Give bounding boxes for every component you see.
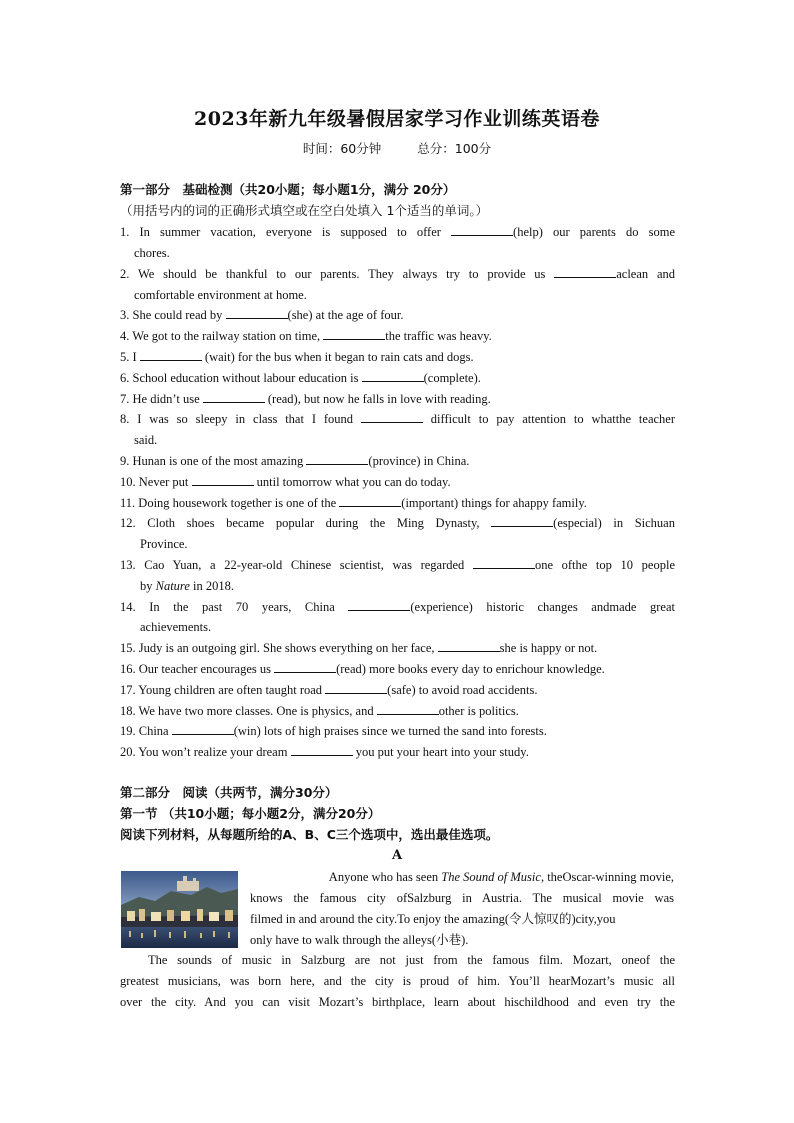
answer-blank-17[interactable] — [325, 681, 387, 694]
answer-blank-14[interactable] — [348, 598, 410, 611]
total-score: 总分：100分 — [417, 141, 492, 156]
answer-blank-1[interactable] — [451, 223, 513, 236]
answer-blank-13[interactable] — [473, 556, 535, 569]
question-12: 12. Cloth shoes became popular during the Ming Dynasty, (especial) in Sichuan — [120, 516, 675, 530]
question-14-cont: achievements. — [140, 620, 212, 634]
answer-blank-2[interactable] — [554, 265, 616, 278]
question-11: 11. Doing housework together is one of the (important) things for ahappy family. — [120, 496, 587, 510]
answer-blank-16[interactable] — [274, 660, 336, 673]
answer-blank-11[interactable] — [339, 494, 401, 507]
question-1: 1. In summer vacation, everyone is supposed to offer (help) our parents do some — [120, 225, 675, 239]
answer-blank-15[interactable] — [438, 639, 500, 652]
question-5: 5. I (wait) for the bus when it began to rain cats and dogs. — [120, 350, 474, 364]
question-2: 2. We should be thankful to our parents. They always try to provide us aclean and — [120, 267, 676, 281]
part1-heading: 第一部分 基础检测（共20小题；每小题1分，满分 20分） — [120, 182, 456, 197]
answer-blank-18[interactable] — [377, 702, 439, 715]
question-10: 10. Never put until tomorrow what you can do today. — [120, 475, 451, 489]
salzburg-city-photo — [121, 871, 238, 948]
question-7: 7. He didn’t use (read), but now he falls in love with reading. — [120, 392, 491, 406]
question-12-cont: Province. — [140, 537, 188, 551]
question-14: 14. In the past 70 years, China (experience) historic changes andmade great — [120, 600, 675, 614]
question-8: 8. I was so sleepy in class that I found difficult to pay attention to whatthe teacher — [120, 412, 675, 426]
question-17: 17. Young children are often taught road (safe) to avoid road accidents. — [120, 683, 538, 697]
answer-blank-20[interactable] — [291, 743, 353, 756]
question-6: 6. School education without labour education is (complete). — [120, 371, 481, 385]
passage-p1-line1: Anyone who has seen The Sound of Music, theOscar-winning movie, — [328, 870, 674, 884]
answer-blank-8[interactable] — [361, 410, 423, 423]
question-16: 16. Our teacher encourages us (read) more books every day to enrichour knowledge. — [120, 662, 605, 676]
passage-p1-line3: filmed in and around the city.To enjoy the amazing(令人惊叹的)city,you — [250, 912, 616, 926]
part1-instruction: （用括号内的词的正确形式填空或在空白处填入 1个适当的单词。） — [120, 203, 489, 218]
question-19: 19. China (win) lots of high praises since we turned the sand into forests. — [120, 724, 547, 738]
passage-label: A — [391, 848, 403, 863]
passage-p2-line2: greatest musicians, was born here, and the city is proud of him. You’ll hearMozart’s music all — [120, 974, 675, 988]
exam-subtitle — [0, 139, 794, 157]
answer-blank-9[interactable] — [306, 452, 368, 465]
question-2-cont: comfortable environment at home. — [134, 288, 307, 302]
question-20: 20. You won’t realize your dream you put your heart into your study. — [120, 745, 529, 759]
part2-instruction: 阅读下列材料，从每题所给的A、B、C三个选项中，选出最佳选项。 — [120, 827, 499, 842]
question-13: 13. Cao Yuan, a 22-year-old Chinese scientist, was regarded one ofthe top 10 people — [120, 558, 675, 572]
question-9: 9. Hunan is one of the most amazing (province) in China. — [120, 454, 470, 468]
part2-heading: 第二部分 阅读（共两节，满分30分） — [120, 785, 338, 800]
question-18: 18. We have two more classes. One is physics, and other is politics. — [120, 704, 519, 718]
question-3: 3. She could read by (she) at the age of four. — [120, 308, 404, 322]
passage-p1-line2: knows the famous city ofSalzburg in Austria. The musical movie was — [250, 891, 674, 905]
question-8-cont: said. — [134, 433, 158, 447]
passage-p2-line3: over the city. And you can visit Mozart’s birthplace, learn about hischildhood and even try the — [120, 995, 675, 1009]
answer-blank-10[interactable] — [192, 473, 254, 486]
answer-blank-5[interactable] — [140, 348, 202, 361]
question-4: 4. We got to the railway station on time, the traffic was heavy. — [120, 329, 492, 343]
passage-p1-line4: only have to walk through the alleys(小巷). — [250, 933, 469, 947]
answer-blank-12[interactable] — [491, 514, 553, 527]
question-1-cont: chores. — [134, 246, 170, 260]
answer-blank-19[interactable] — [172, 722, 234, 735]
question-15: 15. Judy is an outgoing girl. She shows everything on her face, she is happy or not. — [120, 641, 598, 655]
answer-blank-4[interactable] — [323, 327, 385, 340]
exam-title: 2023年新九年级暑假居家学习作业训练英语卷 — [194, 108, 600, 130]
answer-blank-3[interactable] — [226, 306, 288, 319]
answer-blank-7[interactable] — [203, 390, 265, 403]
answer-blank-6[interactable] — [362, 369, 424, 382]
question-13-cont: by Nature in 2018. — [140, 579, 234, 593]
passage-p2-line1: The sounds of music in Salzburg are not just from the famous film. Mozart, oneof the — [148, 953, 675, 967]
part2-section-heading: 第一节 （共10小题；每小题2分，满分20分） — [120, 806, 381, 821]
time-limit: 时间：60分钟 — [302, 141, 382, 156]
